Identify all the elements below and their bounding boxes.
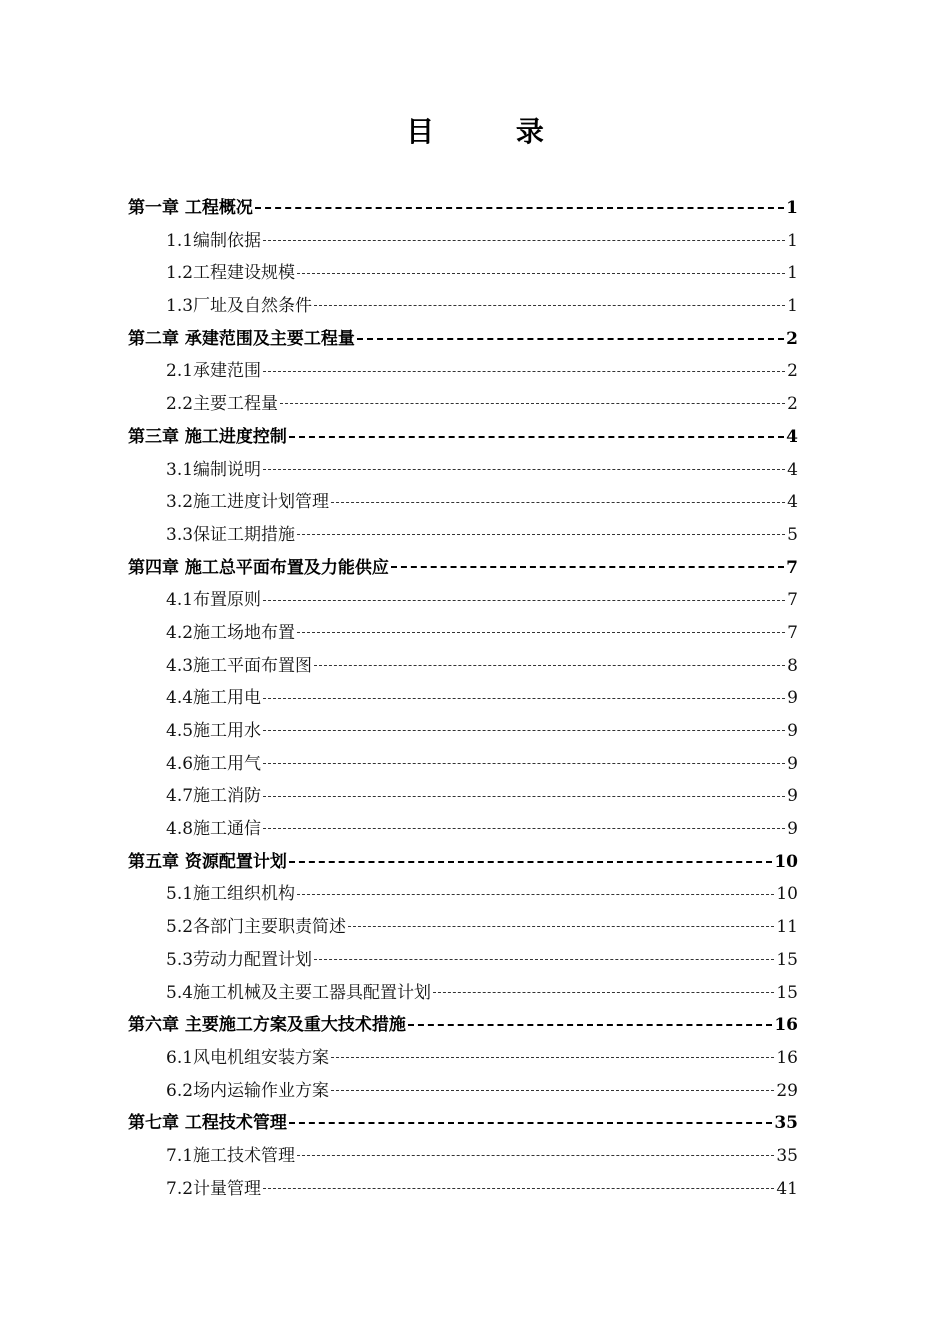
toc-section-entry[interactable] xyxy=(128,388,798,421)
toc-page-number: 7 xyxy=(787,590,798,611)
toc-section-entry[interactable] xyxy=(128,813,798,846)
toc-entry-title: 6.2场内运输作业方案 xyxy=(166,1080,330,1101)
toc-dash-leader xyxy=(297,1155,774,1157)
toc-page-number: 35 xyxy=(776,1145,798,1166)
toc-dash-leader xyxy=(289,1122,772,1125)
toc-entry-title: 3.2施工进度计划管理 xyxy=(166,492,330,513)
toc-section-entry[interactable] xyxy=(128,650,798,683)
toc-page-number: 7 xyxy=(787,622,798,643)
toc-entry-title: 4.4施工用电 xyxy=(166,688,262,709)
toc-entry-title: 第五章 资源配置计划 xyxy=(128,851,287,872)
toc-section-entry[interactable] xyxy=(128,1173,798,1206)
table-of-contents xyxy=(128,192,798,1205)
toc-page-number: 15 xyxy=(776,982,798,1003)
toc-dash-leader xyxy=(331,1090,774,1092)
toc-section-entry[interactable] xyxy=(128,748,798,781)
toc-dash-leader xyxy=(357,338,784,341)
toc-chapter-entry[interactable] xyxy=(128,323,798,356)
toc-entry-title: 4.6施工用气 xyxy=(166,753,262,774)
toc-section-entry[interactable] xyxy=(128,911,798,944)
toc-entry-title: 5.2各部门主要职责简述 xyxy=(166,917,347,938)
toc-dash-leader xyxy=(263,796,785,798)
toc-dash-leader xyxy=(391,566,784,569)
toc-section-entry[interactable] xyxy=(128,1042,798,1075)
toc-entry-title: 4.5施工用水 xyxy=(166,721,262,741)
toc-entry-title: 2.1承建范围 xyxy=(166,361,262,382)
toc-section-entry[interactable] xyxy=(128,257,798,290)
toc-page-number: 10 xyxy=(774,851,798,872)
toc-dash-leader xyxy=(263,763,785,765)
toc-section-entry[interactable] xyxy=(128,584,798,617)
toc-dash-leader xyxy=(263,1188,774,1190)
toc-section-entry[interactable] xyxy=(128,715,798,748)
toc-dash-leader xyxy=(297,534,785,536)
toc-page-number: 1 xyxy=(786,198,798,218)
toc-page-number: 2 xyxy=(787,361,798,382)
toc-dash-leader xyxy=(331,502,785,504)
toc-dash-leader xyxy=(408,1024,772,1027)
toc-page-number: 1 xyxy=(787,296,798,317)
toc-entry-title: 第六章 主要施工方案及重大技术措施 xyxy=(128,1015,406,1036)
toc-page-number: 10 xyxy=(776,884,798,905)
toc-page-number: 9 xyxy=(787,786,798,807)
toc-page-number: 4 xyxy=(787,492,798,513)
toc-page-number: 11 xyxy=(776,917,798,938)
toc-entry-title: 第七章 工程技术管理 xyxy=(128,1113,287,1134)
toc-dash-leader xyxy=(263,240,785,242)
toc-page-number: 8 xyxy=(787,655,798,676)
toc-chapter-entry[interactable] xyxy=(128,846,798,879)
toc-page-number: 41 xyxy=(776,1178,798,1199)
toc-dash-leader xyxy=(297,894,774,896)
toc-entry-title: 1.1编制依据 xyxy=(166,230,262,251)
toc-entry-title: 1.2工程建设规模 xyxy=(166,263,296,284)
toc-entry-title: 3.1编制说明 xyxy=(166,459,262,480)
toc-entry-title: 2.2主要工程量 xyxy=(166,394,279,415)
toc-entry-title: 5.4施工机械及主要工器具配置计划 xyxy=(166,982,432,1003)
toc-section-entry[interactable] xyxy=(128,1075,798,1108)
toc-section-entry[interactable] xyxy=(128,355,798,388)
toc-dash-leader xyxy=(297,632,785,634)
toc-dash-leader xyxy=(263,698,785,700)
toc-page-number: 1 xyxy=(787,263,798,284)
toc-dash-leader xyxy=(289,861,772,864)
toc-page-number: 1 xyxy=(787,230,798,251)
toc-section-entry[interactable] xyxy=(128,1140,798,1173)
toc-section-entry[interactable] xyxy=(128,290,798,323)
toc-page-number: 4 xyxy=(786,426,798,447)
toc-dash-leader xyxy=(314,305,785,307)
toc-page-number: 9 xyxy=(787,688,798,709)
toc-page-number: 16 xyxy=(776,1047,798,1068)
toc-entry-title: 4.7施工消防 xyxy=(166,786,262,807)
toc-page-number: 15 xyxy=(776,949,798,970)
toc-entry-title: 第一章 工程概况 xyxy=(128,198,253,218)
toc-chapter-entry[interactable] xyxy=(128,421,798,454)
toc-section-entry[interactable] xyxy=(128,944,798,977)
toc-page-number: 29 xyxy=(776,1080,798,1101)
toc-page-number: 2 xyxy=(787,394,798,415)
toc-section-entry[interactable] xyxy=(128,977,798,1010)
toc-page-number: 5 xyxy=(787,524,798,545)
toc-dash-leader xyxy=(263,730,785,732)
toc-dash-leader xyxy=(433,992,774,994)
toc-page-number: 9 xyxy=(787,819,798,840)
toc-dash-leader xyxy=(331,1057,774,1059)
toc-section-entry[interactable] xyxy=(128,454,798,487)
toc-dash-leader xyxy=(263,600,785,602)
toc-section-entry[interactable] xyxy=(128,780,798,813)
toc-entry-title: 7.1施工技术管理 xyxy=(166,1145,296,1166)
toc-page-number: 9 xyxy=(787,721,798,741)
toc-entry-title: 4.8施工通信 xyxy=(166,819,262,840)
toc-chapter-entry[interactable] xyxy=(128,1107,798,1140)
toc-entry-title: 第二章 承建范围及主要工程量 xyxy=(128,328,355,349)
toc-page-number: 2 xyxy=(786,328,798,349)
toc-entry-title: 第四章 施工总平面布置及力能供应 xyxy=(128,557,389,578)
toc-page-number: 35 xyxy=(774,1113,798,1134)
toc-section-entry[interactable] xyxy=(128,519,798,552)
toc-entry-title: 5.1施工组织机构 xyxy=(166,884,296,905)
toc-dash-leader xyxy=(289,436,784,439)
toc-dash-leader xyxy=(297,273,785,275)
toc-dash-leader xyxy=(348,926,774,928)
toc-entry-title: 4.1布置原则 xyxy=(166,590,262,611)
toc-chapter-entry[interactable] xyxy=(128,1009,798,1042)
toc-dash-leader xyxy=(314,665,785,667)
toc-entry-title: 6.1风电机组安装方案 xyxy=(166,1047,330,1068)
toc-entry-title: 1.3厂址及自然条件 xyxy=(166,296,313,317)
toc-section-entry[interactable] xyxy=(128,682,798,715)
toc-chapter-entry[interactable] xyxy=(128,552,798,585)
toc-page-number: 4 xyxy=(787,459,798,480)
toc-section-entry[interactable] xyxy=(128,225,798,258)
toc-dash-leader xyxy=(263,371,785,373)
toc-entry-title: 4.3施工平面布置图 xyxy=(166,655,313,676)
toc-entry-title: 3.3保证工期措施 xyxy=(166,524,296,545)
toc-dash-leader xyxy=(263,469,785,471)
toc-dash-leader xyxy=(263,828,785,830)
toc-entry-title: 第三章 施工进度控制 xyxy=(128,426,287,447)
toc-dash-leader xyxy=(255,207,784,210)
toc-section-entry[interactable] xyxy=(128,617,798,650)
toc-page-number: 16 xyxy=(774,1015,798,1036)
toc-entry-title: 4.2施工场地布置 xyxy=(166,622,296,643)
toc-entry-title: 5.3劳动力配置计划 xyxy=(166,949,313,970)
toc-section-entry[interactable] xyxy=(128,878,798,911)
page-title: 目 录 xyxy=(406,115,580,148)
toc-dash-leader xyxy=(280,403,785,405)
toc-entry-title: 7.2计量管理 xyxy=(166,1178,262,1199)
toc-chapter-entry[interactable] xyxy=(128,192,798,225)
toc-page-number: 7 xyxy=(786,557,798,578)
toc-section-entry[interactable] xyxy=(128,486,798,519)
toc-page-number: 9 xyxy=(787,753,798,774)
toc-dash-leader xyxy=(314,959,774,961)
